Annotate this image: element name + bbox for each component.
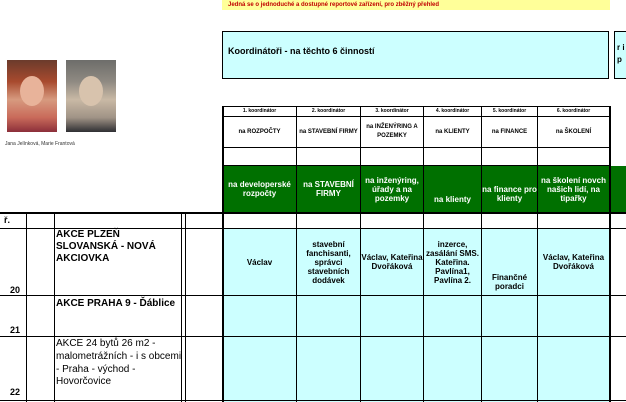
row-20-cell-2[interactable]: stavební fanchisanti, správci stavebních dodávek [297,229,360,295]
row-number-21[interactable]: 21 [10,325,21,335]
row-number-20[interactable]: 20 [10,285,21,295]
person-photo-2 [66,60,116,132]
coordinator-4-number[interactable]: 4. koordinátor [435,108,470,114]
row-22-cell-1[interactable] [223,337,296,402]
coordinator-6-number[interactable]: 6. koordinátor [556,108,591,114]
coordinators-title-cell[interactable]: Koordinátoři - na těchto 6 činností [222,31,609,79]
coordinator-2-focus[interactable]: na STAVEBNÍ FIRMY [297,166,360,212]
people-caption: Jana Jelínková, Marie Frantová [5,141,75,147]
row-21-cell-3[interactable] [361,296,423,336]
info-banner: Jedná se o jednoduché a dostupné reportové zařízení, pro zběžný přehled [222,0,610,10]
right-edge-cell[interactable]: r i p [614,31,626,79]
row-22-cell-3[interactable] [361,337,423,402]
row-21-cell-1[interactable] [223,296,296,336]
coordinator-6-focus[interactable]: na školení novch našich lidí, na tipařky [538,166,609,212]
row-22-cell-6[interactable] [538,337,609,402]
coordinator-3-focus[interactable]: na inženýring, úřady a na pozemky [361,166,423,212]
row-20-cell-5[interactable]: Finančné poradci [482,229,537,295]
row-name-21[interactable]: AKCE PRAHA 9 - Ďáblice [56,298,176,309]
row-21-cell-4[interactable] [424,296,481,336]
coordinator-6-topic[interactable]: na ŠKOLENÍ [555,128,592,135]
row-21-cell-6[interactable] [538,296,609,336]
coordinator-5-topic[interactable]: na FINANCE [491,128,528,135]
row-22-cell-4[interactable] [424,337,481,402]
green-fill-cell [610,166,626,212]
coordinator-1-topic[interactable]: na ROZPOČTY [238,128,281,135]
coordinator-1-number[interactable]: 1. koordinátor [242,108,277,114]
coordinator-4-focus[interactable]: na klienty [424,166,481,212]
row-22-cell-2[interactable] [297,337,360,402]
row-21-cell-5[interactable] [482,296,537,336]
coordinator-2-number[interactable]: 2. koordinátor [311,108,346,114]
row-number-header[interactable]: ř. [4,215,11,225]
row-name-20[interactable]: AKCE PLZEŇ SLOVANSKÁ - NOVÁ AKCIOVKA [56,229,156,264]
coordinator-4-topic[interactable]: na KLIENTY [435,128,470,135]
coordinator-1-focus[interactable]: na developerské rozpočty [223,166,296,212]
row-20-cell-1[interactable]: Václav [223,229,296,295]
row-21-cell-2[interactable] [297,296,360,336]
row-number-22[interactable]: 22 [10,387,21,397]
coordinator-3-topic[interactable]: na INŽENÝRING A POZEMKY [366,124,418,139]
person-photo-1 [7,60,57,132]
row-20-cell-4[interactable]: inzerce, zasálání SMS. Kateřina. Pavlína1, Pavlína 2. [424,229,481,295]
coordinator-5-focus[interactable]: na finance pro klienty [482,166,537,212]
coordinator-3-number[interactable]: 3. koordinátor [375,108,409,114]
row-name-22[interactable]: AKCE 24 bytů 26 m2 - malometrážních - i s obcemi - Praha - východ - Hovorčovice [56,338,182,388]
coordinator-2-topic[interactable]: na STAVEBNÍ FIRMY [299,128,358,135]
row-22-cell-5[interactable] [482,337,537,402]
coordinator-5-number[interactable]: 5. koordinátor [492,108,527,114]
row-20-cell-3[interactable]: Václav, Kateřina Dvořáková [361,229,423,295]
row-20-cell-6[interactable]: Václav, Kateřina Dvořáková [538,229,609,295]
